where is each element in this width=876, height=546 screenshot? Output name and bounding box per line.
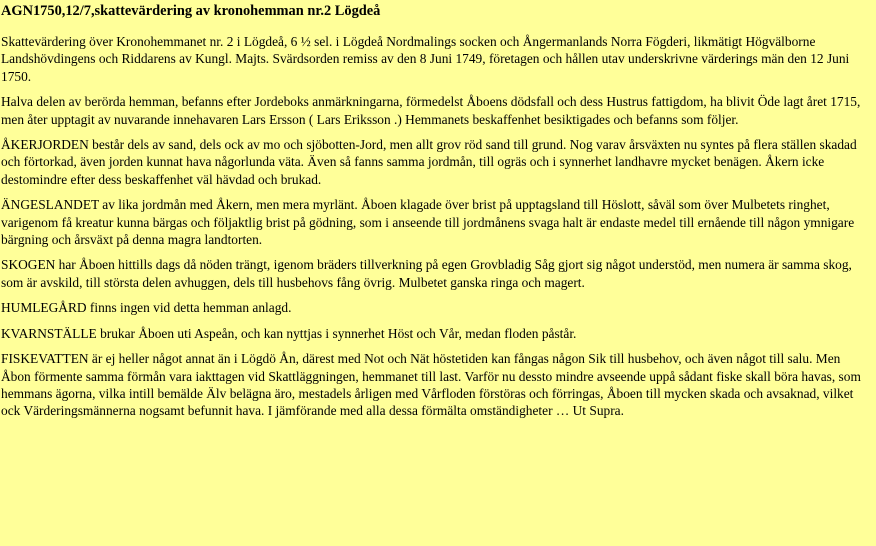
paragraph-angeslandet: ÄNGESLANDET av lika jordmån med Åkern, men mera myrlänt. Åboen klagade över brist på upptagsland till Höslott, såväl som över Mulbetets ringhet, varigenom få kreatur kunna bärgas och följaktlig brist på gödning, som i anseende till jordmånens svaga halt är endaste medel till ernående till någon ymnigare bärgning och årsväxt på denna magra landtorten. xyxy=(1,197,855,248)
paragraph-history: Halva delen av berörda hemman, befanns efter Jordeboks anmärkningarna, förmedelst Åboens dödsfall och dess Hustrus fattigdom, ha blivit Öde lagt året 1715, men åter upptagit av nuvarande innehavaren Lars Ersson ( Lars Eriksson .) Hemmanets beskaffenhet besiktigades och befanns som följer. xyxy=(1,94,861,127)
paragraph-skogen: SKOGEN har Åboen hittills dags då nöden trängt, igenom bräders tillverkning på egen Grovbladig Såg gjort sig något understöd, men numera är samma skog, som är avskild, till största delen avhuggen, dels till husbehovs fång övrig. Mulbetet ganska ringa och magert. xyxy=(1,257,852,290)
paragraph-humlegard: HUMLEGÅRD finns ingen vid detta hemman anlagd. xyxy=(1,300,292,316)
document-title: AGN1750,12/7,skattevärdering av kronohemman nr.2 Lögdeå xyxy=(1,3,381,19)
paragraph-kvarnstalle: KVARNSTÄLLE brukar Åboen uti Aspeån, och kan nyttjas i synnerhet Höst och Vår, medan floden påstår. xyxy=(1,325,577,341)
paragraph-fiskevatten: FISKEVATTEN är ej heller något annat än i Lögdö Ån, därest med Not och Nät höstetiden kan fångas någon Sik till husbehov, och även något till salu. Men Åbon förmente samma förmån vara iakttagen vid Skattläggningen, hemmanet till last. Varför nu dessto mindre avseende uppå sådant fiske skall böra havas, som hemmans ägorna, vilka intill bemälde Älv belägna äro, mestadels årligen med Vårfloden förstöras och förringas, Åboen till mycken skada och avsaknad, vilket ock Värderingsmännerna nogsamt befunnit hava. I jämförande med alla dessa förmälta omständigheter … Ut Supra. xyxy=(1,351,861,419)
paragraph-akerjorden: ÅKERJORDEN består dels av sand, dels ock av mo och sjöbotten-Jord, men allt grov röd sand till grund. Nog varav årsväxten nu syntes på flera ställen skadad och förtorkad, även jorden kunnat hava någorlunda väta. Även så fanns samma jordmån, till ogräs och i synnerhet landhavre mycket benägen. Åkern icke destomindre efter dess beskaffenhet väl hävdad och brukad. xyxy=(1,137,857,187)
paragraph-intro: Skattevärdering över Kronohemmanet nr. 2 i Lögdeå, 6 ½ sel. i Lögdeå Nordmalings socken och Ångermanlands Norra Fögderi, likmätigt Högvälborne Landshövdingens och Riddarens av Kungl. Majts. Svärdsorden remiss av den 8 Juni 1749, företagen och hållen utav underskrivne värderings män den 12 Juni 1750. xyxy=(1,34,850,84)
